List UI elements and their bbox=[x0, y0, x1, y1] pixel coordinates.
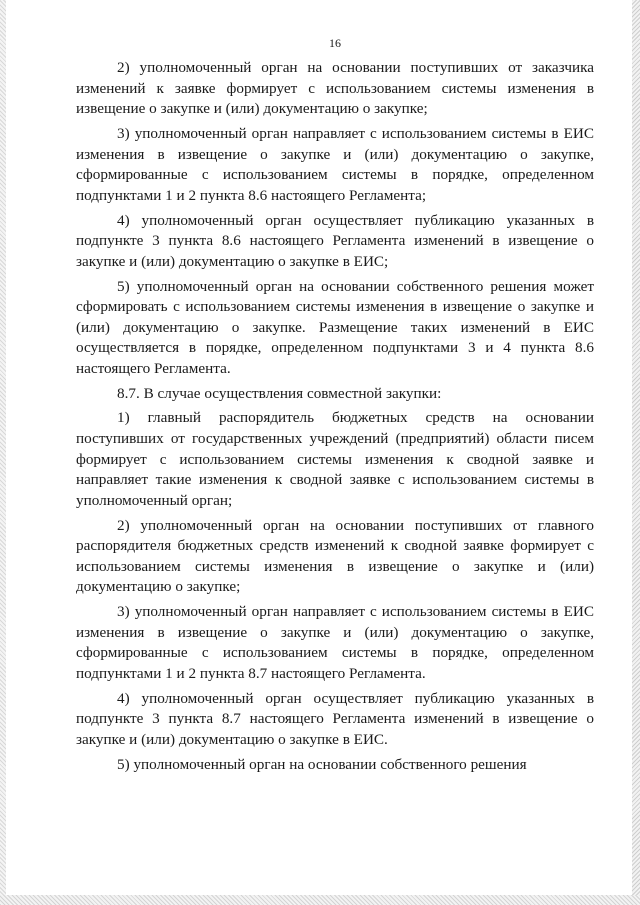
paragraph-8-6-3: 3) уполномоченный орган направляет с использованием системы в ЕИС изменения в извещение о закупке и (или) документацию о закупке, сформированные с использованием системы в порядке, определенном подпунктами 1 и 2 пункта 8.6 настоящего Регламента; bbox=[76, 124, 594, 204]
paragraph-8-7-2: 2) уполномоченный орган на основании поступивших от главного распорядителя бюджетных средств изменений к сводной заявке формирует с использованием системы изменения в извещение о закупке и (или) документацию о закупке; bbox=[76, 516, 594, 596]
scan-edge-right bbox=[632, 0, 640, 905]
document-page bbox=[76, 36, 594, 779]
paragraph-8-7-4: 4) уполномоченный орган осуществляет публикацию указанных в подпункте 3 пункта 8.7 настоящего Регламента изменений в извещение о закупке и (или) документацию о закупке в ЕИС. bbox=[76, 689, 594, 748]
section-heading-8-7: 8.7. В случае осуществления совместной закупки: bbox=[117, 384, 442, 402]
paragraph-8-7-1: 1) главный распорядитель бюджетных средств на основании поступивших от государственных учреждений (предприятий) области писем формирует с использованием системы изменения к сводной заявке и направляет такие изменения к сводной заявке с использованием системы в уполномоченный орган; bbox=[76, 409, 594, 509]
page-number: 16 bbox=[329, 36, 341, 50]
paragraph-8-7-5: 5) уполномоченный орган на основании собственного решения bbox=[117, 755, 527, 773]
scan-edge-bottom bbox=[0, 895, 640, 905]
scan-edge-left bbox=[0, 0, 6, 905]
paragraph-8-6-4: 4) уполномоченный орган осуществляет публикацию указанных в подпункте 3 пункта 8.6 настоящего Регламента изменений в извещение о закупке и (или) документацию о закупке в ЕИС; bbox=[76, 211, 594, 270]
paragraph-8-7-3: 3) уполномоченный орган направляет с использованием системы в ЕИС изменения в извещение о закупке и (или) документацию о закупке, сформированные с использованием системы в порядке, определенном подпунктами 1 и 2 пункта 8.7 настоящего Регламента. bbox=[76, 603, 594, 682]
paragraph-8-6-2: 2) уполномоченный орган на основании поступивших от заказчика изменений к заявке формирует с использованием системы изменения в извещение о закупке и (или) документацию о закупке; bbox=[76, 59, 594, 118]
paragraph-8-6-5: 5) уполномоченный орган на основании собственного решения может сформировать с использованием системы изменения в извещение о закупке и (или) документацию о закупке. Размещение таких изменений в ЕИС осуществляется в порядке, определенном подпунктами 3 и 4 пункта 8.6 настоящего Регламента. bbox=[76, 277, 594, 377]
